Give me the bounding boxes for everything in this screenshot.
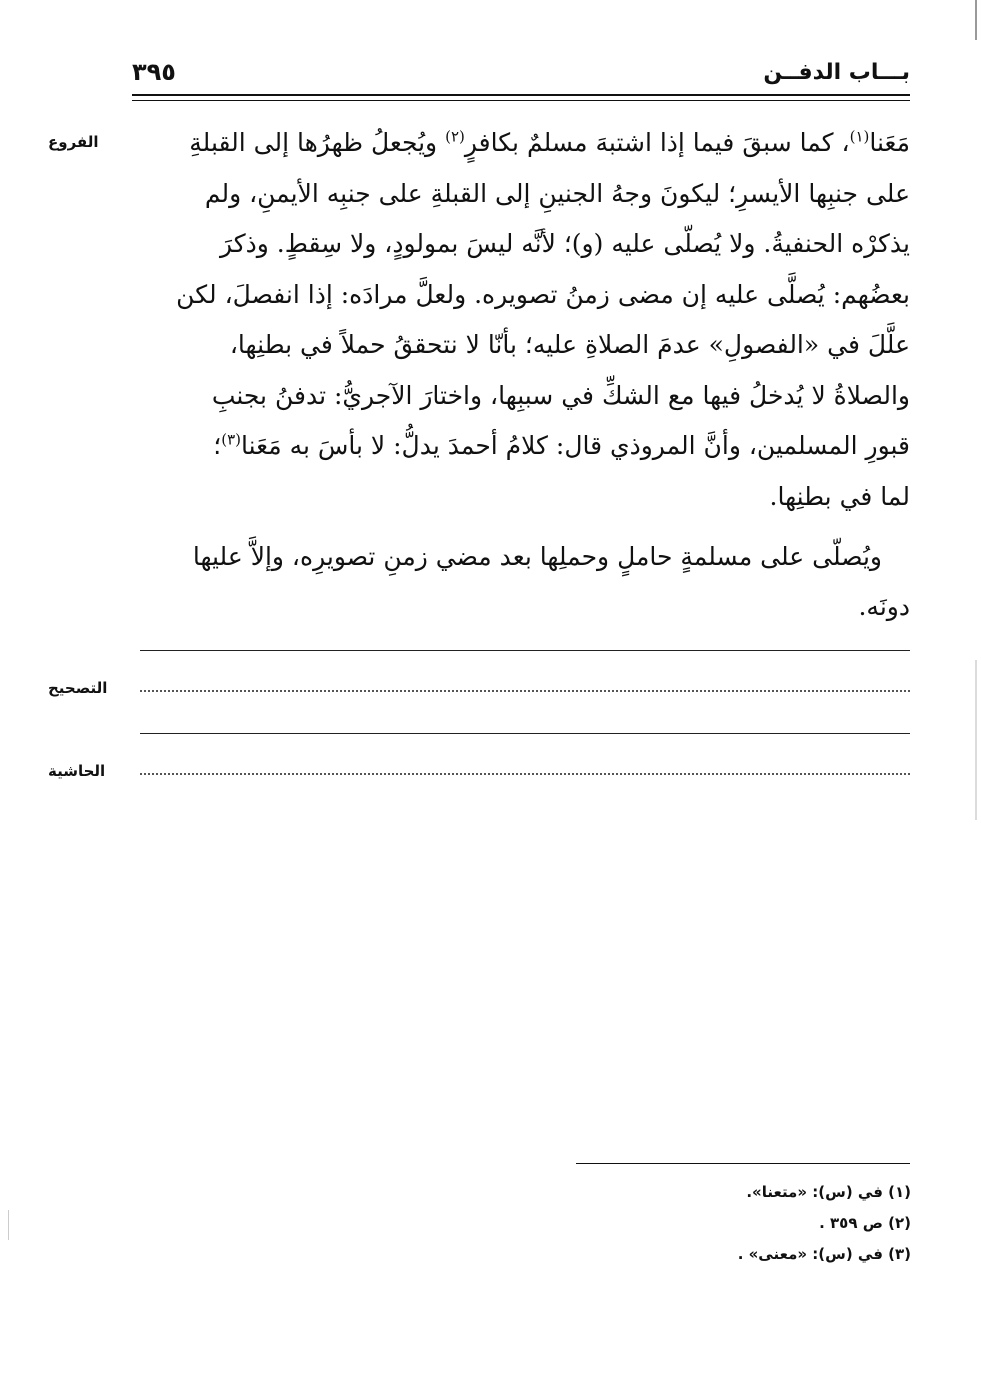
text-line: ويُصلّى على مسلمةٍ حاملٍ وحملِها بعد مضي زمنِ تصويرِه، وإلاَّ عليها [192,542,882,571]
correction-label: التصحيح [48,679,108,697]
footnote-text: في (س): «معنى» . [737,1245,883,1263]
text-segment: ويُجعلُ ظهرُها إلى القبلةِ [189,128,446,157]
main-text-paragraph-2 [138,532,910,632]
text-segment: ؛ [213,431,222,460]
footnote-ref: (٣) [221,430,242,449]
chapter-title: بـــاب الدفــن [763,60,910,85]
scan-edge-mark [8,1210,9,1240]
footnote-ref: (١) [849,127,870,146]
text-segment: ، كما سبقَ فيما إذا اشتبهَ مسلمٌ بكافرٍ [464,128,850,157]
footnote-label: (٢) [888,1214,911,1232]
header-rule-thin [132,100,910,101]
gloss-dotted-line [140,773,910,775]
gloss-rule [140,733,910,734]
text-line: لما في بطنِها. [769,481,910,511]
page-number: ٣٩٥ [132,58,176,86]
footnote-item [511,1177,911,1208]
footnote-text: في (س): «متعنا». [746,1183,883,1201]
footnotes [511,1177,911,1270]
text-line: بعضُهم: يُصلَّى عليه إن مضى زمنُ تصويره. ولعلَّ مرادَه: إذا انفصلَ، لكن [176,279,910,309]
footnote-text: ص ٣٥٩ . [819,1214,883,1232]
correction-rule [140,650,910,651]
text-line: على جنبِها الأيسرِ؛ ليكونَ وجهُ الجنينِ إلى القبلةِ على جنبِه الأيمنِ، ولم [204,178,910,208]
footnote-label: (١) [888,1183,911,1201]
running-header [132,56,910,92]
footnote-rule [576,1163,910,1164]
source-margin-label: الفروع [48,133,99,151]
footnote-item [511,1208,911,1239]
scan-edge-mark [975,0,977,40]
main-text [138,118,910,522]
gloss-label: الحاشية [48,762,106,780]
text-line: دونَه. [858,592,910,621]
text-line: والصلاةُ لا يُدخلُ فيها مع الشكِّ في سببِها، واختارَ الآجريُّ: تدفنُ بجنبِ [211,380,910,410]
footnote-item [511,1239,911,1270]
text-line [138,421,910,472]
text-line [138,118,910,169]
scan-edge-mark [975,660,977,820]
text-segment: قبورِ المسلمين، وأنَّ المروذي قال: كلامُ أحمدَ يدلُّ: لا بأسَ به مَعَنا [241,431,910,460]
text-line: علَّلَ في «الفصولِ» عدمَ الصلاةِ عليه؛ بأنّا لا نتحققُ حملاً في بطنِها، [229,330,910,359]
footnote-ref: (٢) [445,127,465,146]
footnote-label: (٣) [888,1245,911,1263]
text-line: يذكرْه الحنفيةُ. ولا يُصلّى عليه (و)؛ لأنَّه ليسَ بمولودٍ، ولا سِقطٍ. وذكرَ [219,229,910,258]
correction-dotted-line [140,690,910,692]
header-rule [132,94,910,96]
text-segment: مَعَنا [869,128,910,157]
